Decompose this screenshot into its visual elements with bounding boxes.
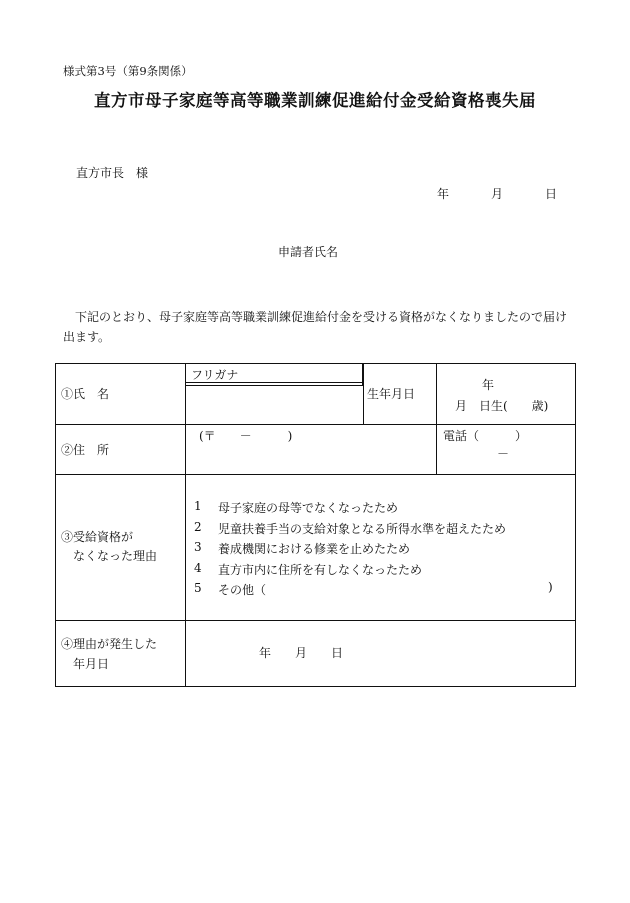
reason-text: 養成機関における修業を止めたため (218, 542, 411, 556)
reason-number: 2 (194, 519, 202, 534)
occurrence-date-label-line1: ④理由が発生した (61, 637, 158, 651)
furigana-divider-inner (185, 385, 363, 386)
reason-label-line2: なくなった理由 (73, 549, 158, 563)
reason-label-line1: ③受給資格が (61, 530, 134, 544)
reason-item[interactable] (194, 561, 506, 582)
birthdate-label: 生年月日 (367, 387, 416, 401)
reason-number: 5 (194, 581, 202, 595)
reason-text: 直方市内に住所を有しなくなったため (218, 562, 423, 577)
birth-year-label: 年 (482, 378, 495, 392)
reason-list (194, 499, 506, 602)
form-table (55, 363, 576, 687)
row-divider-2 (56, 474, 575, 475)
reason-number: 3 (194, 540, 202, 554)
reason-number: 4 (194, 560, 202, 575)
name-label: ①氏 名 (61, 387, 110, 401)
occurrence-date-field[interactable]: 年 月 日 (259, 646, 344, 660)
occurrence-date-label-line2: 年月日 (73, 657, 110, 671)
row-divider-1 (56, 424, 575, 425)
name-field[interactable] (187, 387, 361, 422)
reason-text: その他（ (218, 583, 267, 597)
reason-number: 1 (194, 499, 202, 513)
phone-dash: － (497, 447, 510, 461)
name-birth-divider (363, 364, 364, 424)
address-label: ②住 所 (61, 443, 110, 457)
date-year-label: 年 (437, 187, 450, 201)
addressee: 直方市長 様 (76, 166, 149, 180)
birth-month-day-age: 月 日生( 歳) (455, 399, 549, 413)
label-column-divider (185, 364, 186, 686)
body-text: 下記のとおり、母子家庭等高等職業訓練促進給付金を受ける資格がなくなりましたので届け出ます。 (63, 310, 568, 344)
other-reason-close: ) (548, 580, 553, 594)
furigana-divider (185, 382, 363, 383)
page-title: 直方市母子家庭等高等職業訓練促進給付金受給資格喪失届 (94, 91, 536, 110)
reason-item[interactable] (194, 581, 506, 602)
furigana-label: フリガナ (191, 368, 239, 382)
reason-text: 母子家庭の母等でなくなったため (218, 501, 399, 515)
reason-item[interactable] (194, 520, 506, 541)
form-id: 様式第3号（第9条関係） (63, 64, 193, 78)
applicant-name-label: 申請者氏名 (278, 245, 339, 259)
phone-field[interactable]: 電話（ ） (443, 429, 528, 443)
date-day-label: 日 (545, 187, 558, 201)
row-divider-3 (56, 620, 575, 621)
reason-item[interactable] (194, 499, 506, 520)
reason-text: 児童扶養手当の支給対象となる所得水準を超えたため (218, 521, 507, 536)
postal-code-field[interactable]: (〒 － ) (199, 429, 293, 443)
birthdate-divider (436, 364, 437, 474)
date-month-label: 月 (491, 187, 504, 201)
reason-item[interactable] (194, 540, 506, 561)
